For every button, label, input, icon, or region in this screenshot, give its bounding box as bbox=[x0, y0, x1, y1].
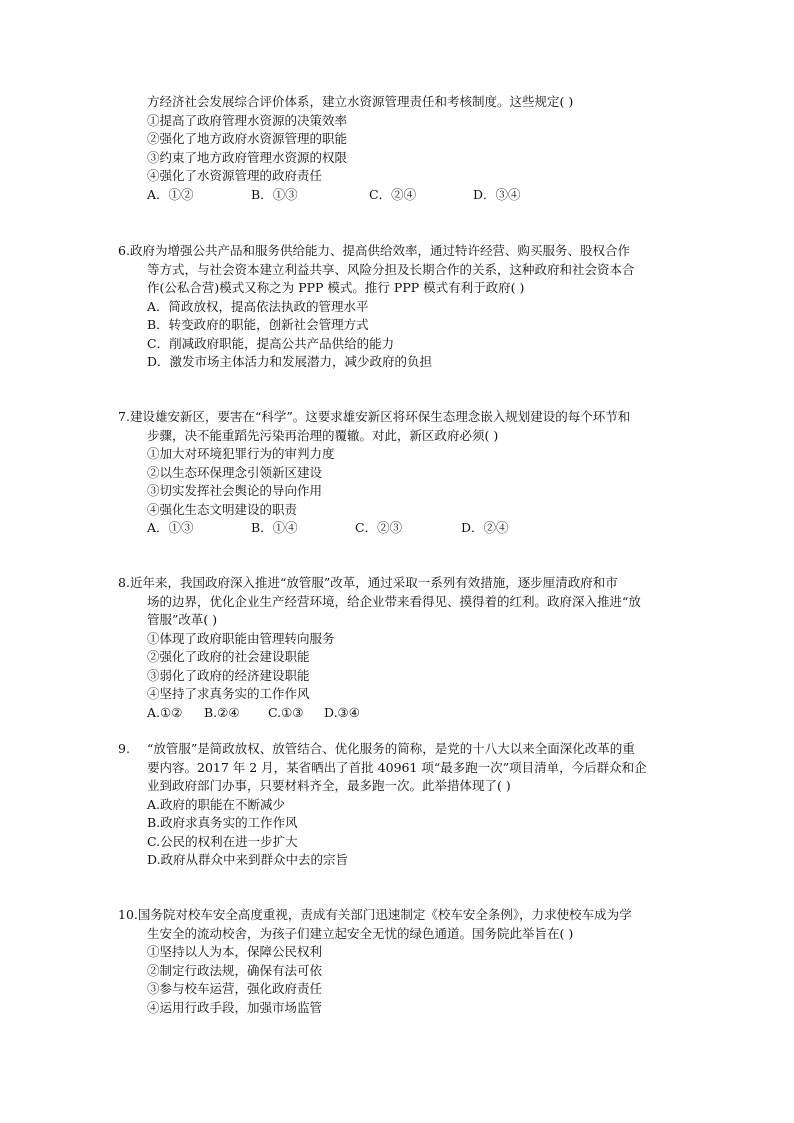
question-stem-line: “放管服”是简政放权、放管结合、优化服务的简称，是党的十八大以来全面深化改革的重 bbox=[147, 741, 635, 756]
statement-item: ④强化生态文明建设的职责 bbox=[147, 501, 298, 517]
choice-a: A．①② bbox=[147, 186, 194, 202]
option-b: B.政府求真务实的工作作风 bbox=[147, 815, 298, 830]
question-9 bbox=[118, 740, 708, 870]
question-stem-line: 要内容。2017 年 2 月，某省晒出了首批 40961 项“最多跑一次”项目清单，今后群众和企 bbox=[147, 759, 647, 775]
statement-item: ④坚持了求真务实的工作作风 bbox=[147, 686, 310, 701]
choice-d: D．②④ bbox=[461, 520, 509, 535]
statement-item: ①加大对环境犯罪行为的审判力度 bbox=[147, 446, 335, 461]
question-10 bbox=[118, 906, 708, 1017]
choice-a: A.①② bbox=[147, 704, 183, 720]
question-stem-line: 建设雄安新区，要害在“科学”。这要求雄安新区将环保生态理念嵌入规划建设的每个环节和 bbox=[129, 409, 631, 424]
answer-choices bbox=[118, 186, 708, 205]
choice-d: D．③④ bbox=[473, 186, 521, 202]
statement-item: ②强化了政府的社会建设职能 bbox=[147, 649, 310, 664]
question-stem-line: 近年来，我国政府深入推进“放管服”改革，通过采取一系列有效措施，逐步厘清政府和市 bbox=[129, 575, 618, 590]
option-a: A．简政放权，提高依法执政的管理水平 bbox=[147, 298, 369, 314]
question-stem-line: 政府为增强公共产品和服务供给能力、提高供给效率，通过特许经营、购买服务、股权合作 bbox=[129, 243, 630, 258]
statement-item: ③切实发挥社会舆论的导向作用 bbox=[147, 483, 323, 498]
choice-a: A．①③ bbox=[147, 520, 194, 535]
choice-c: C．②③ bbox=[355, 520, 403, 535]
choice-b: B．①③ bbox=[251, 186, 298, 202]
answer-choices bbox=[118, 704, 708, 723]
question-stem-line: 步骤，决不能重蹈先污染再治理的覆辙。对此，新区政府必须( ) bbox=[147, 427, 499, 443]
statement-item: ③弱化了政府的经济建设职能 bbox=[147, 667, 310, 683]
statement-item: ③参与校车运营，强化政府责任 bbox=[147, 981, 323, 996]
question-stem-line: 场的边界，优化企业生产经营环境，给企业带来看得见、摸得着的红利。政府深入推进“放 bbox=[147, 593, 641, 609]
question-stem-line: 作(公私合营)模式又称之为 PPP 模式。推行 PPP 模式有利于政府( ) bbox=[147, 280, 525, 295]
statement-item: ④强化了水资源管理的政府责任 bbox=[147, 168, 323, 183]
statement-item: ④运用行政手段，加强市场监管 bbox=[147, 999, 323, 1015]
choice-b: B.②④ bbox=[204, 704, 240, 720]
question-6 bbox=[118, 242, 708, 372]
question-7 bbox=[118, 408, 708, 538]
question-stem-line: 国务院对校车安全高度重视，责成有关部门迅速制定《校车安全条例》，力求使校车成为学 bbox=[137, 907, 632, 922]
question-stem-line: 业到政府部门办事，只要材料齐全，最多跑一次。此举措体现了( ) bbox=[147, 778, 511, 793]
statement-item: ①体现了政府职能由管理转向服务 bbox=[147, 630, 335, 646]
statement-item: ②以生态环保理念引领新区建设 bbox=[147, 464, 323, 480]
question-number: 6. bbox=[118, 243, 130, 258]
option-a: A.政府的职能在不断减少 bbox=[147, 796, 286, 812]
statement-item: ②强化了地方政府水资源管理的职能 bbox=[147, 131, 348, 146]
statement-item: ①坚持以人为本，保障公民权利 bbox=[147, 944, 323, 959]
question-stem-line: 方经济社会发展综合评价体系，建立水资源管理责任和考核制度。这些规定( ) bbox=[147, 94, 574, 109]
statement-item: ②制定行政法规，确保有法可依 bbox=[147, 962, 323, 978]
question-stem-line: 管服”改革( ) bbox=[147, 612, 218, 627]
option-c: C．削减政府职能，提高公共产品供给的能力 bbox=[147, 335, 395, 351]
question-number: 7. bbox=[118, 409, 130, 424]
question-stem-line: 等方式，与社会资本建立利益共享、风险分担及长期合作的关系，这种政府和社会资本合 bbox=[147, 261, 635, 277]
question-stem-line: 生安全的流动校舍，为孩子们建立起安全无忧的绿色通道。国务院此举旨在( ) bbox=[147, 925, 574, 941]
question-number: 9. bbox=[118, 741, 130, 756]
choice-b: B．①④ bbox=[251, 520, 298, 535]
question-number: 8. bbox=[118, 575, 130, 590]
question-number: 10. bbox=[118, 907, 138, 922]
option-c: C.公民的权利在进一步扩大 bbox=[147, 833, 298, 849]
question-8 bbox=[118, 574, 708, 722]
choice-c: C．②④ bbox=[369, 186, 417, 202]
question-5-tail bbox=[118, 93, 708, 204]
choice-c: C.①③ bbox=[268, 704, 304, 720]
answer-choices bbox=[118, 519, 708, 538]
option-b: B．转变政府的职能，创新社会管理方式 bbox=[147, 317, 369, 332]
option-d: D.政府从群众中来到群众中去的宗旨 bbox=[147, 852, 349, 867]
option-d: D．激发市场主体活力和发展潜力，减少政府的负担 bbox=[147, 354, 433, 369]
statement-item: ③约束了地方政府管理水资源的权限 bbox=[147, 149, 348, 165]
choice-d: D.③④ bbox=[324, 704, 360, 720]
statement-item: ①提高了政府管理水资源的决策效率 bbox=[147, 112, 348, 128]
